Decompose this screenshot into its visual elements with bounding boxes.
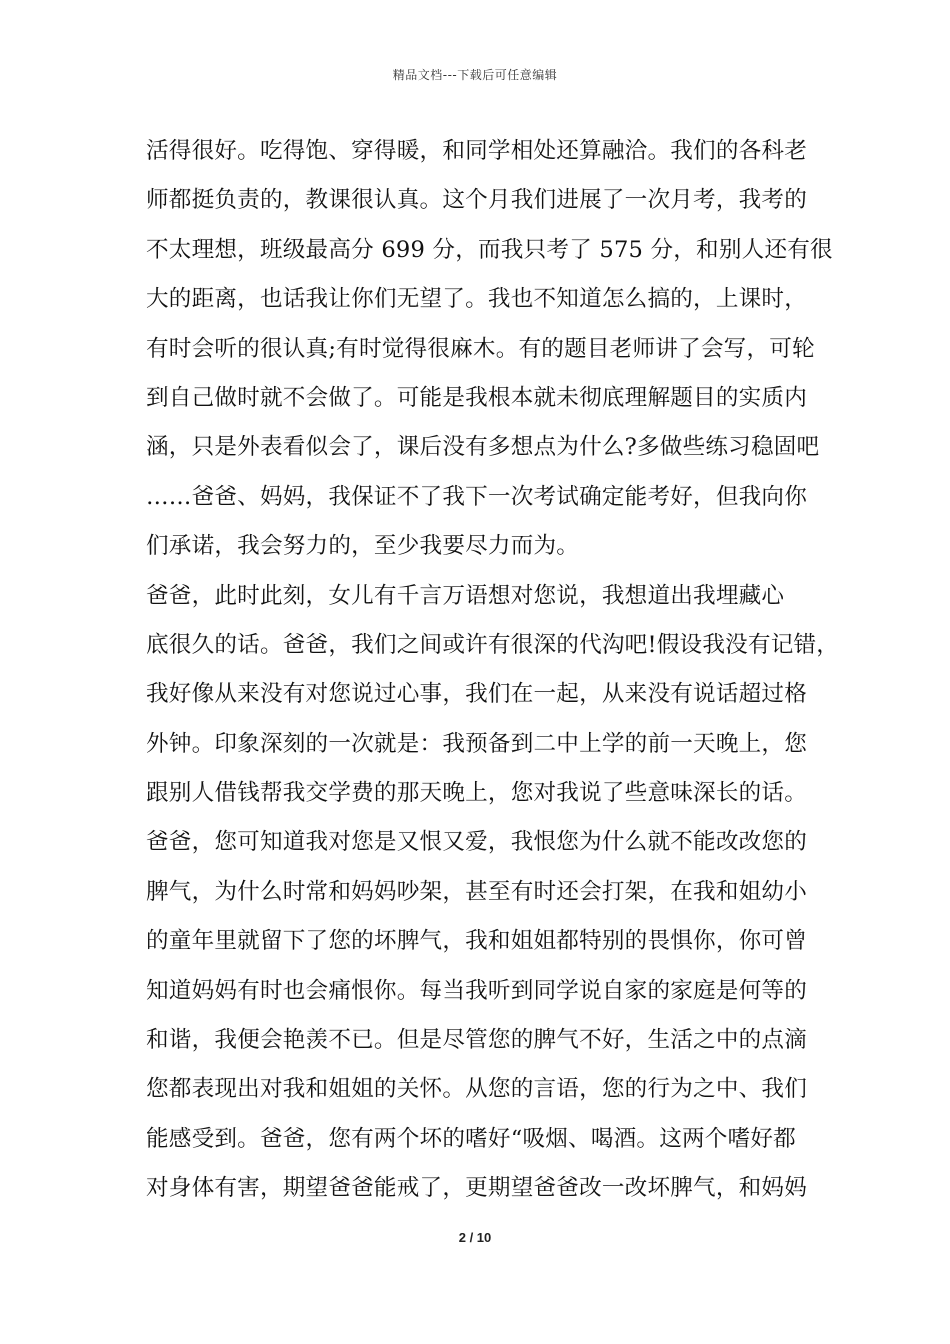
- text-line: 和谐，我便会艳羡不已。但是尽管您的脾气不好，生活之中的点滴: [146, 1027, 808, 1054]
- text-line: 外钟。印象深刻的一次就是：我预备到二中上学的前一天晚上，您: [146, 730, 808, 757]
- document-body: [146, 131, 840, 1218]
- text-line: 师都挺负责的，教课很认真。这个月我们进展了一次月考，我考的: [146, 187, 808, 214]
- text-line: 脾气，为什么时常和妈妈吵架，甚至有时还会打架，在我和姐幼小: [146, 878, 808, 905]
- text-line: ……爸爸、妈妈，我保证不了我下一次考试确定能考好，但我向你: [146, 483, 808, 510]
- text-line: 活得很好。吃得饱、穿得暖，和同学相处还算融洽。我们的各科老: [146, 138, 808, 164]
- text-line: 爸爸，您可知道我对您是又恨又爱，我恨您为什么就不能改改您的: [146, 829, 808, 856]
- text-line: 我好像从来没有对您说过心事，我们在一起，从来没有说话超过格: [146, 681, 808, 708]
- text-line: 知道妈妈有时也会痛恨你。每当我听到同学说自家的家庭是何等的: [146, 977, 808, 1004]
- text-line: 有时会听的很认真;有时觉得很麻木。有的题目老师讲了会写，可轮: [146, 335, 815, 362]
- text-line: 能感受到。爸爸，您有两个坏的嗜好“吸烟、喝酒。这两个嗜好都: [146, 1125, 796, 1152]
- text-line: 涵，只是外表看似会了，课后没有多想点为什么?多做些练习稳固吧: [146, 434, 820, 461]
- text-line: 不太理想，班级最高分 699 分，而我只考了 575 分，和别人还有很: [146, 236, 833, 263]
- text-line: 爸爸，此时此刻，女儿有千言万语想对您说，我想道出我埋藏心: [146, 582, 785, 609]
- page-number: 2 / 10: [458, 1230, 492, 1245]
- text-line: 大的距离，也话我让你们无望了。我也不知道怎么搞的，上课时，: [146, 286, 808, 313]
- text-line: 对身体有害，期望爸爸能戒了，更期望爸爸改一改坏脾气，和妈妈: [146, 1175, 808, 1202]
- text-line: 到自己做时就不会做了。可能是我根本就未彻底理解题目的实质内: [146, 384, 808, 411]
- text-line: 们承诺，我会努力的，至少我要尽力而为。: [146, 533, 580, 560]
- text-line: 底很久的话。爸爸，我们之间或许有很深的代沟吧!假设我没有记错，: [146, 631, 840, 658]
- page-header: 精品文档---下载后可任意编辑: [392, 68, 558, 82]
- text-line: 您都表现出对我和姐姐的关怀。从您的言语，您的行为之中、我们: [146, 1076, 808, 1103]
- text-line: 的童年里就留下了您的坏脾气，我和姐姐都特别的畏惧你，你可曾: [146, 928, 808, 955]
- text-line: 跟别人借钱帮我交学费的那天晚上，您对我说了些意味深长的话。: [146, 780, 808, 807]
